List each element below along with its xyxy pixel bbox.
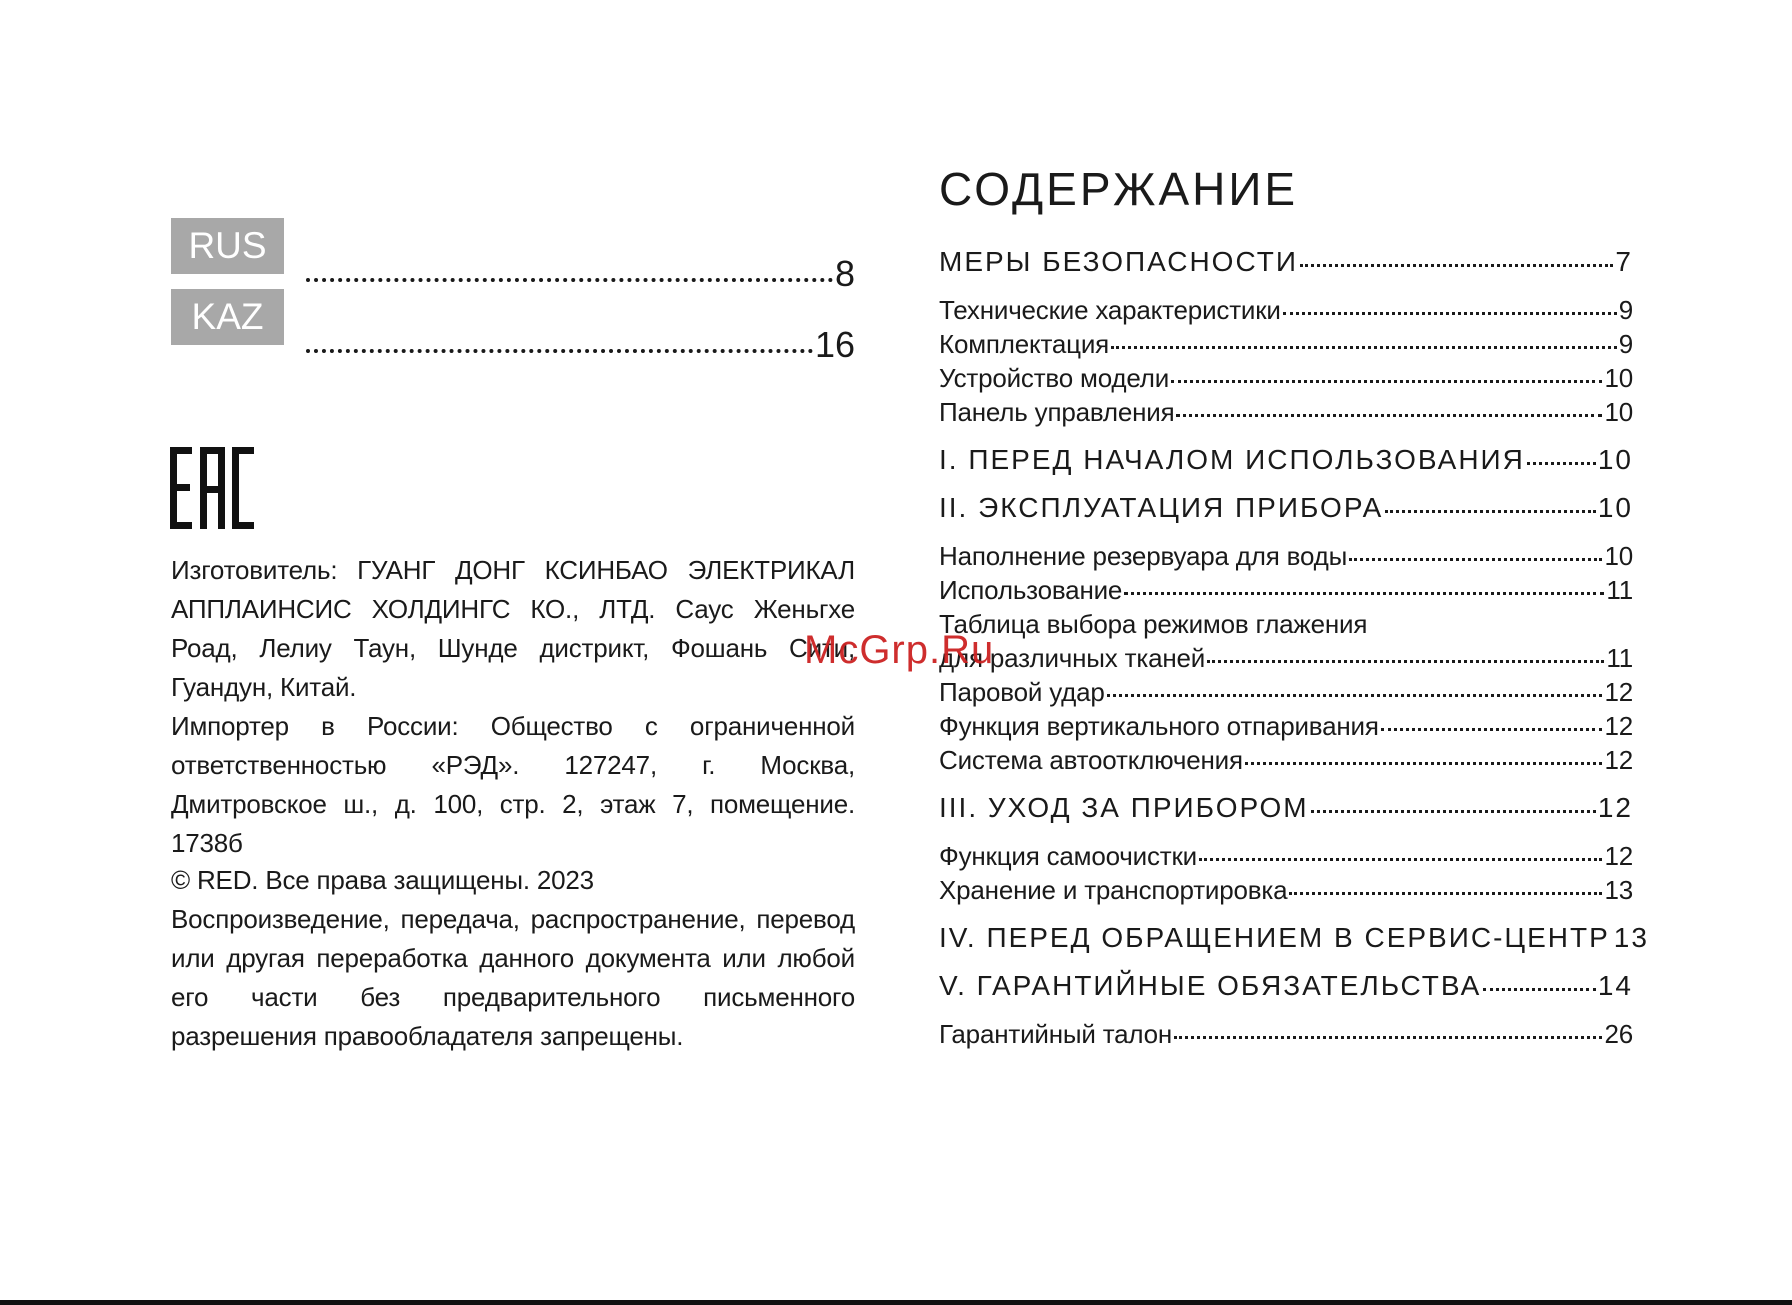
toc-label: Технические характеристики bbox=[939, 295, 1281, 325]
toc-page-number: 9 bbox=[1618, 295, 1633, 325]
copyright-block bbox=[171, 861, 855, 1056]
watermark: McGrp.Ru bbox=[804, 628, 995, 672]
toc-entry[interactable] bbox=[939, 361, 1633, 395]
toc-label: Функция вертикального отпаривания bbox=[939, 711, 1379, 741]
leader-dots bbox=[1483, 988, 1596, 991]
page-number: 8 bbox=[834, 253, 855, 294]
toc-entry[interactable] bbox=[939, 539, 1633, 573]
toc-section[interactable] bbox=[939, 436, 1633, 484]
toc-page-number: 14 bbox=[1597, 970, 1633, 1001]
toc-page-number: 13 bbox=[1604, 875, 1633, 905]
toc-section[interactable] bbox=[939, 914, 1649, 962]
toc-label: V. ГАРАНТИЙНЫЕ ОБЯЗАТЕЛЬСТВА bbox=[939, 970, 1482, 1001]
toc-label: Система автоотключения bbox=[939, 745, 1243, 775]
toc-label: IV. ПЕРЕД ОБРАЩЕНИЕМ В СЕРВИС-ЦЕНТР bbox=[939, 922, 1610, 953]
toc-page-number: 9 bbox=[1618, 329, 1633, 359]
toc-entry[interactable] bbox=[939, 573, 1633, 607]
leader-dots bbox=[1111, 346, 1617, 349]
toc-page-number: 11 bbox=[1606, 643, 1633, 673]
leader-dots bbox=[1107, 694, 1603, 697]
leader-dots bbox=[1124, 592, 1604, 595]
toc-entry[interactable] bbox=[939, 873, 1633, 907]
toc-entry[interactable] bbox=[939, 607, 1633, 641]
leader-dots bbox=[1207, 660, 1604, 663]
toc-page-number: 12 bbox=[1604, 711, 1633, 741]
language-row-kaz[interactable] bbox=[171, 289, 855, 365]
toc-label: Таблица выбора режимов глажения bbox=[939, 609, 1368, 639]
leader-dots bbox=[1349, 558, 1602, 561]
leader-dots bbox=[1171, 380, 1602, 383]
toc-entry[interactable] bbox=[939, 709, 1633, 743]
toc-section[interactable] bbox=[939, 484, 1633, 532]
table-of-contents bbox=[939, 238, 1649, 1051]
language-badge: RUS bbox=[171, 218, 284, 274]
toc-label: Функция самоочистки bbox=[939, 841, 1197, 871]
toc-page-number: 12 bbox=[1597, 792, 1633, 823]
toc-entry[interactable] bbox=[939, 641, 1633, 675]
toc-title: СОДЕРЖАНИЕ bbox=[939, 163, 1299, 215]
toc-entry[interactable] bbox=[939, 743, 1633, 777]
toc-entry[interactable] bbox=[939, 839, 1633, 873]
toc-page-number: 11 bbox=[1606, 575, 1633, 605]
toc-label: МЕРЫ БЕЗОПАСНОСТИ bbox=[939, 246, 1298, 277]
toc-page-number: 10 bbox=[1597, 492, 1633, 523]
toc-label: I. ПЕРЕД НАЧАЛОМ ИСПОЛЬЗОВАНИЯ bbox=[939, 444, 1525, 475]
toc-label: Устройство модели bbox=[939, 363, 1170, 393]
page-number: 16 bbox=[814, 324, 855, 365]
toc-label: Комплектация bbox=[939, 329, 1110, 359]
toc-page-number: 10 bbox=[1604, 397, 1633, 427]
toc-label: Панель управления bbox=[939, 397, 1175, 427]
leader-dots bbox=[1381, 728, 1603, 731]
leader-dots bbox=[1527, 462, 1596, 465]
toc-label: II. ЭКСПЛУАТАЦИЯ ПРИБОРА bbox=[939, 492, 1384, 523]
leader-dots bbox=[1311, 810, 1596, 813]
toc-page-number: 12 bbox=[1604, 745, 1633, 775]
leader-dots bbox=[1283, 312, 1617, 315]
leader-dots bbox=[1174, 1036, 1602, 1039]
toc-page-number: 10 bbox=[1604, 541, 1633, 571]
toc-page-number: 13 bbox=[1613, 922, 1649, 953]
leader-dots bbox=[1245, 762, 1603, 765]
toc-page-number: 10 bbox=[1597, 444, 1633, 475]
toc-page-number: 26 bbox=[1604, 1019, 1633, 1049]
toc-label: Хранение и транспортировка bbox=[939, 875, 1288, 905]
language-row-rus[interactable] bbox=[171, 218, 855, 294]
leader-dots bbox=[1300, 264, 1613, 267]
toc-section[interactable] bbox=[939, 784, 1633, 832]
toc-label: Использование bbox=[939, 575, 1123, 605]
toc-entry[interactable] bbox=[939, 327, 1633, 361]
toc-label: Паровой удар bbox=[939, 677, 1105, 707]
eac-logo bbox=[170, 447, 254, 529]
manufacturer-info: Изготовитель: ГУАНГ ДОНГ КСИНБАО ЭЛЕКТРИКАЛ АППЛАИНСИС ХОЛДИНГС КО., ЛТД. Саус Женьгхе Роад, Лелиу Таун, Шунде дистрикт, Фошань Сити, Гуандун, Китай. bbox=[171, 555, 855, 702]
page-edge-line bbox=[0, 1300, 1792, 1305]
toc-label: Гарантийный талон bbox=[939, 1019, 1173, 1049]
leader-dots bbox=[1385, 510, 1596, 513]
toc-page-number: 10 bbox=[1604, 363, 1633, 393]
toc-page-number: 7 bbox=[1615, 246, 1633, 277]
toc-label: III. УХОД ЗА ПРИБОРОМ bbox=[939, 792, 1309, 823]
toc-entry[interactable] bbox=[939, 675, 1633, 709]
toc-section[interactable] bbox=[939, 962, 1633, 1010]
toc-entry[interactable] bbox=[939, 395, 1633, 429]
toc-entry[interactable] bbox=[939, 1017, 1633, 1051]
rights-text: Воспроизведение, передача, распространение, перевод или другая переработка данного документа или любой его части без предварительного письменного разрешения правообладателя запрещены. bbox=[171, 904, 855, 1051]
leader-dots bbox=[1176, 414, 1602, 417]
copyright: © RED. Все права защищены. 2023 bbox=[171, 865, 594, 895]
leader-dots bbox=[306, 236, 855, 292]
toc-label: Наполнение резервуара для воды bbox=[939, 541, 1348, 571]
toc-page-number: 12 bbox=[1604, 677, 1633, 707]
toc-page-number: 12 bbox=[1604, 841, 1633, 871]
toc-label: для различных тканей bbox=[939, 643, 1206, 673]
language-badge: KAZ bbox=[171, 289, 284, 345]
leader-dots bbox=[1289, 892, 1602, 895]
leader-dots bbox=[1199, 858, 1602, 861]
leader-dots bbox=[306, 307, 855, 363]
importer-info: Импортер в России: Общество с ограниченной ответственностью «РЭД». 127247, г. Москва, Дмитровское ш., д. 100, стр. 2, этаж 7, помещение. 1738б bbox=[171, 711, 855, 858]
toc-entry[interactable] bbox=[939, 293, 1633, 327]
toc-section[interactable] bbox=[939, 238, 1633, 286]
